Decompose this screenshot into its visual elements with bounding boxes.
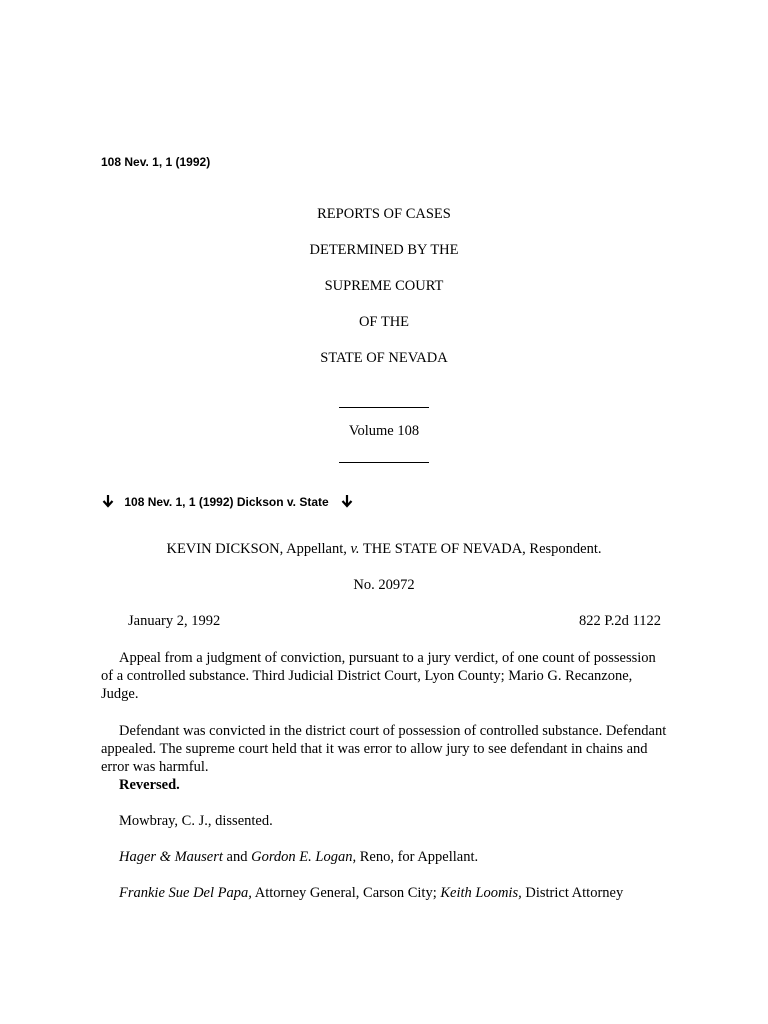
summary-text: Defendant was convicted in the district court of possession of controlled substance. Defendant appealed. The supreme court held that it was error to allow jury to see defendant in chains and error was harmful. — [101, 723, 667, 775]
appeal-text: Appeal from a judgment of conviction, pursuant to a jury verdict, of one count of possession of a controlled substance. Third Judicial District Court, Lyon County; Mario G. Recanzone, Judge. — [101, 650, 656, 702]
title-line-4: OF THE — [358, 314, 410, 330]
parties-line — [0, 541, 768, 558]
citation-header: 108 Nev. 1, 1 (1992) — [101, 155, 211, 169]
dissent-note: Mowbray, C. J., dissented. — [119, 813, 273, 829]
disposition — [119, 777, 180, 794]
appellant-rest: Reno, for Appellant. — [359, 849, 479, 865]
versus: v. — [350, 541, 360, 557]
title-line-3: SUPREME COURT — [324, 278, 444, 294]
disposition-text: Reversed. — [119, 777, 180, 793]
divider-top — [0, 396, 768, 413]
decision-date: January 2, 1992 — [128, 613, 221, 629]
reporter-citation: 822 P.2d 1122 — [578, 613, 661, 629]
title-line-5: STATE OF NEVADA — [320, 350, 448, 366]
appellant-attorney: Gordon E. Logan, — [251, 849, 357, 865]
appellant-firm: Hager & Mausert — [119, 849, 223, 865]
respondent-attorney-2: Keith Loomis, — [440, 885, 522, 901]
respondent-rest-1: Attorney General, Carson City; — [254, 885, 437, 901]
divider-bottom — [0, 451, 768, 468]
case-heading — [101, 494, 354, 509]
title-line-1: REPORTS OF CASES — [317, 206, 451, 222]
case-heading-text: 108 Nev. 1, 1 (1992) Dickson v. State — [124, 495, 329, 509]
respondent: THE STATE OF NEVADA, Respondent. — [362, 541, 602, 557]
respondent-attorney-1: Frankie Sue Del Papa, — [119, 885, 252, 901]
docket-number: No. 20972 — [353, 577, 415, 593]
counsel-appellant — [119, 849, 478, 866]
appellant: KEVIN DICKSON, Appellant, — [166, 541, 347, 557]
summary-paragraph — [101, 722, 671, 776]
respondent-rest-2: District Attorney — [525, 885, 624, 901]
counsel-respondent — [119, 885, 623, 902]
volume-label: Volume 108 — [348, 423, 420, 439]
arrow-down-icon[interactable] — [340, 494, 354, 508]
appellant-and: and — [226, 849, 248, 865]
arrow-down-icon[interactable] — [101, 494, 115, 508]
title-line-2: DETERMINED BY THE — [309, 242, 459, 258]
appeal-paragraph — [101, 649, 671, 703]
